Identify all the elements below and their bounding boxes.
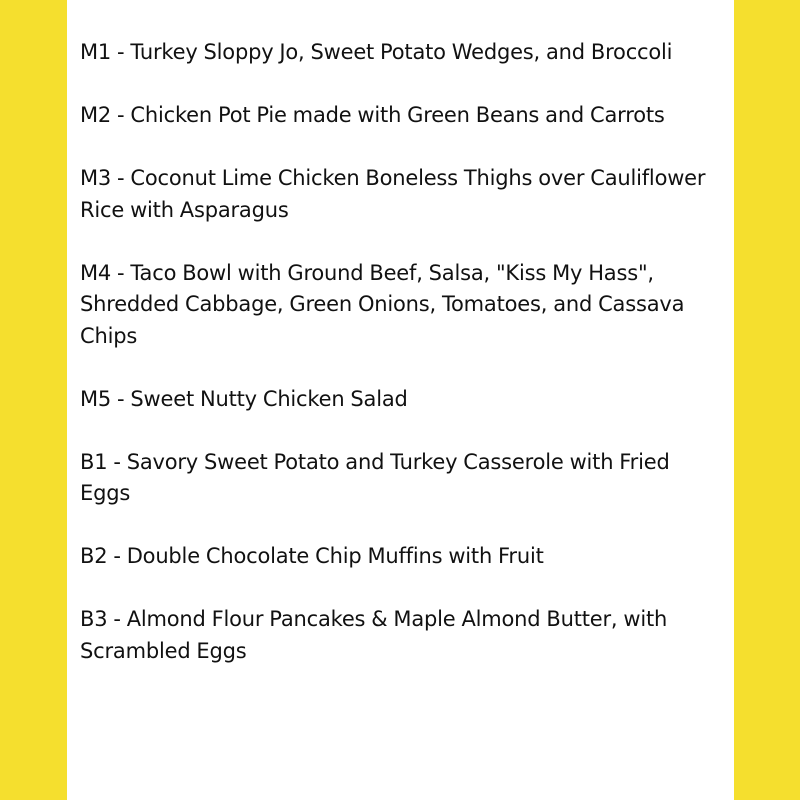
meal-item-m5: M5 - Sweet Nutty Chicken Salad (80, 386, 408, 411)
meal-item-m4: M4 - Taco Bowl with Ground Beef, Salsa, "Kiss My Hass", Shredded Cabbage, Green Onions, Tomatoes, and Cassava Chips (80, 260, 685, 348)
meal-item-m2: M2 - Chicken Pot Pie made with Green Beans and Carrots (80, 103, 665, 127)
meal-item-b2: B2 - Double Chocolate Chip Muffins with Fruit (80, 544, 544, 568)
meal-item-m3: M3 - Coconut Lime Chicken Boneless Thighs over Cauliflower Rice with Asparagus (80, 166, 706, 222)
meal-list (80, 37, 720, 667)
meal-item-b1: B1 - Savory Sweet Potato and Turkey Casserole with Fried Eggs (80, 449, 670, 505)
meal-item-b3: B3 - Almond Flour Pancakes & Maple Almond Butter, with Scrambled Eggs (80, 607, 668, 663)
meal-item-m1: M1 - Turkey Sloppy Jo, Sweet Potato Wedges, and Broccoli (80, 40, 673, 64)
